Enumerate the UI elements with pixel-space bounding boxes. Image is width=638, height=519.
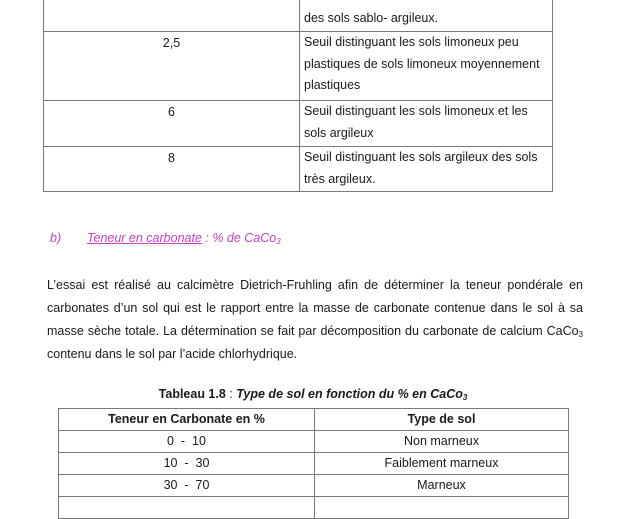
threshold-value-text: 6 xyxy=(168,105,175,119)
paragraph-subscript: 3 xyxy=(578,330,583,339)
caption-subscript: 3 xyxy=(462,393,468,402)
section-heading xyxy=(50,231,281,245)
threshold-description: Seuil distinguant les sols argileux des sols très argileux. xyxy=(300,147,553,192)
table-row xyxy=(44,101,553,147)
column-header: Teneur en Carbonate en % xyxy=(59,409,315,431)
carbonate-range: 10 - 30 xyxy=(59,453,315,475)
caption-label: Tableau 1.8 xyxy=(158,387,226,401)
table-header-row xyxy=(59,409,569,431)
section-number: b) xyxy=(50,231,62,245)
soil-type: Non marneux xyxy=(315,431,569,453)
paragraph-text: L’essai est réalisé au calcimètre Dietrich-Fruhling afin de déterminer la teneur pondérale en carbonates d’un sol qui est le rapport entre la masse de carbonate contenue dans le sol à sa masse sèche totale. La détermination se fait par décomposition du carbonate de calcium CaCo xyxy=(47,278,583,338)
threshold-value xyxy=(44,32,300,101)
caption-separator: : xyxy=(225,387,237,401)
threshold-description: des sols sablo- argileux. xyxy=(300,0,553,32)
body-paragraph xyxy=(47,274,583,366)
section-title: Teneur en carbonate xyxy=(87,231,202,245)
table-row xyxy=(59,453,569,475)
threshold-value xyxy=(44,0,300,32)
carbonate-range: 0 - 10 xyxy=(59,431,315,453)
threshold-value xyxy=(44,147,300,192)
threshold-value-text: 2,5 xyxy=(162,36,181,50)
threshold-description: Seuil distinguant les sols limoneux peu plastiques de sols limoneux moyennement plastiques xyxy=(300,32,553,101)
table-row xyxy=(44,147,553,192)
threshold-value-text: 8 xyxy=(168,151,175,165)
section-title-suffix: : % de CaCo xyxy=(201,231,277,245)
soil-threshold-table xyxy=(43,0,553,192)
soil-type: Faiblement marneux xyxy=(315,453,569,475)
table-row xyxy=(44,0,553,32)
carbonate-soil-type-table xyxy=(58,408,569,519)
paragraph-text-end: contenu dans le sol par l’acide chlorhydrique. xyxy=(47,347,298,361)
section-title-subscript: 3 xyxy=(276,237,281,246)
table-row xyxy=(59,431,569,453)
table-row xyxy=(59,475,569,497)
soil-type: Marneux xyxy=(315,475,569,497)
column-header: Type de sol xyxy=(315,409,569,431)
table-row xyxy=(44,32,553,101)
threshold-description: Seuil distinguant les sols limoneux et les sols argileux xyxy=(300,101,553,147)
threshold-value xyxy=(44,101,300,147)
caption-title: Type de sol en fonction du % en CaCo xyxy=(236,387,463,401)
carbonate-range: 30 - 70 xyxy=(59,475,315,497)
table-caption xyxy=(58,387,568,401)
